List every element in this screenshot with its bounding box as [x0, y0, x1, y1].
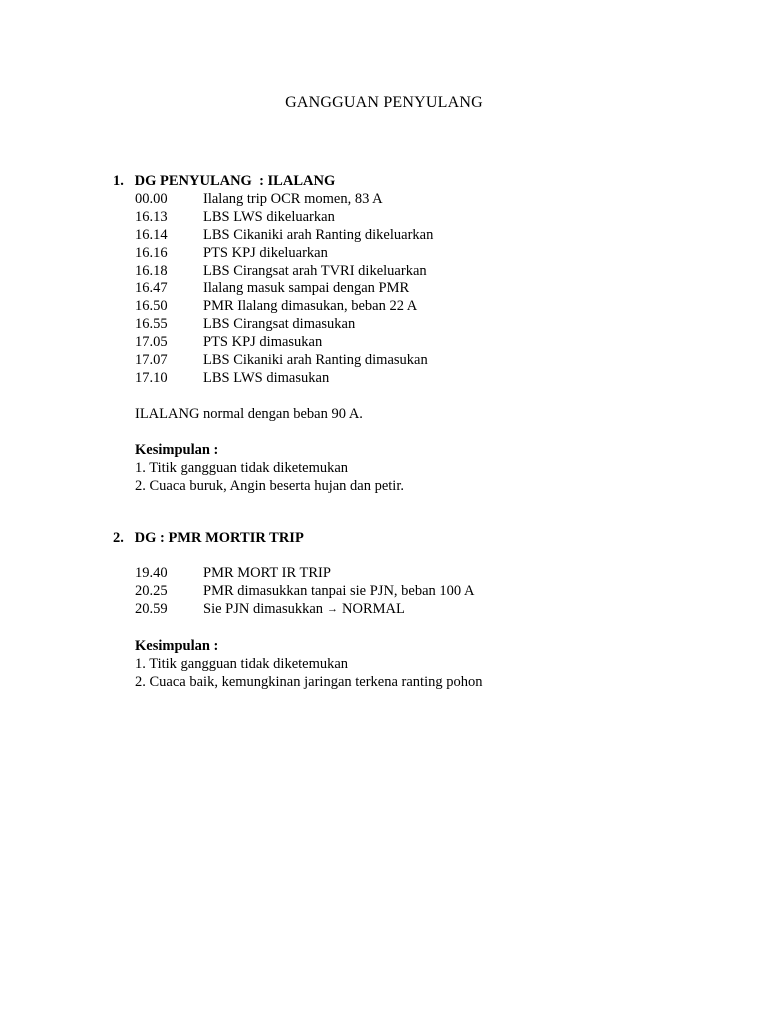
arrow-right-icon: →	[327, 602, 339, 615]
event-desc: PMR Ilalang dimasukan, beban 22 A	[203, 298, 418, 315]
event-row	[135, 298, 673, 316]
event-desc: Ilalang trip OCR momen, 83 A	[203, 191, 383, 207]
event-row	[135, 334, 673, 352]
section-ilalang	[113, 172, 673, 495]
kesimpulan-item: 1. Titik gangguan tidak diketemukan	[135, 655, 349, 672]
event-row	[135, 209, 673, 227]
spacer	[135, 619, 673, 637]
event-time: 19.40	[135, 565, 168, 581]
section-heading	[113, 172, 673, 191]
event-desc: LBS LWS dikeluarkan	[203, 208, 335, 225]
section-body	[113, 548, 673, 691]
page-title: GANGGUAN PENYULANG	[285, 94, 483, 111]
event-desc: PTS KPJ dikeluarkan	[203, 244, 328, 261]
kesimpulan-item: 2. Cuaca baik, kemungkinan jaringan terkena ranting pohon	[135, 673, 483, 690]
event-desc: Sie PJN dimasukkan	[203, 600, 324, 617]
section-heading-text: DG PENYULANG : ILALANG	[134, 173, 336, 189]
section-heading-text: DG : PMR MORTIR TRIP	[134, 530, 304, 546]
event-row	[135, 370, 673, 388]
normal-status-text: ILALANG normal dengan beban 90 A.	[135, 405, 363, 422]
kesimpulan-item: 2. Cuaca buruk, Angin beserta hujan dan petir.	[135, 477, 404, 494]
event-row	[135, 601, 673, 619]
event-time: 17.05	[135, 334, 168, 351]
spacer	[135, 423, 673, 441]
event-desc-after: NORMAL	[342, 600, 405, 617]
event-row	[135, 565, 673, 583]
section-pmr-mortir	[113, 529, 673, 691]
event-desc: PMR dimasukkan tanpai sie PJN, beban 100 A	[203, 582, 475, 599]
event-desc: PTS KPJ dimasukan	[203, 334, 323, 351]
event-time: 17.07	[135, 352, 168, 369]
event-row	[135, 280, 673, 298]
event-time: 00.00	[135, 191, 168, 207]
event-time: 16.50	[135, 298, 168, 315]
section-heading	[113, 529, 673, 548]
event-time: 17.10	[135, 369, 168, 386]
event-row	[135, 316, 673, 334]
event-time: 20.25	[135, 582, 168, 599]
kesimpulan-item: 1. Titik gangguan tidak diketemukan	[135, 459, 349, 476]
event-time: 16.14	[135, 226, 168, 243]
event-time: 16.47	[135, 280, 168, 297]
event-desc: LBS Cikaniki arah Ranting dimasukan	[203, 352, 428, 369]
event-time: 16.55	[135, 316, 168, 333]
section-number: 1.	[113, 173, 124, 189]
kesimpulan-title: Kesimpulan :	[135, 441, 219, 458]
section-number: 2.	[113, 530, 124, 546]
event-desc: LBS Cirangsat dimasukan	[203, 316, 356, 333]
spacer	[135, 388, 673, 405]
kesimpulan-title: Kesimpulan :	[135, 637, 219, 654]
event-time: 20.59	[135, 600, 168, 617]
event-row	[135, 263, 673, 281]
event-desc: Ilalang masuk sampai dengan PMR	[203, 280, 410, 297]
event-desc: LBS Cikaniki arah Ranting dikeluarkan	[203, 226, 434, 243]
event-time: 16.13	[135, 208, 168, 225]
spacer	[135, 548, 673, 565]
event-desc: LBS LWS dimasukan	[203, 369, 330, 386]
event-time: 16.18	[135, 262, 168, 279]
event-row	[135, 227, 673, 245]
section-body	[113, 191, 673, 495]
event-row	[135, 191, 673, 209]
event-desc: PMR MORT IR TRIP	[203, 565, 331, 581]
event-desc: LBS Cirangsat arah TVRI dikeluarkan	[203, 262, 427, 279]
event-row	[135, 583, 673, 601]
event-time: 16.16	[135, 244, 168, 261]
event-row	[135, 352, 673, 370]
event-row	[135, 245, 673, 263]
